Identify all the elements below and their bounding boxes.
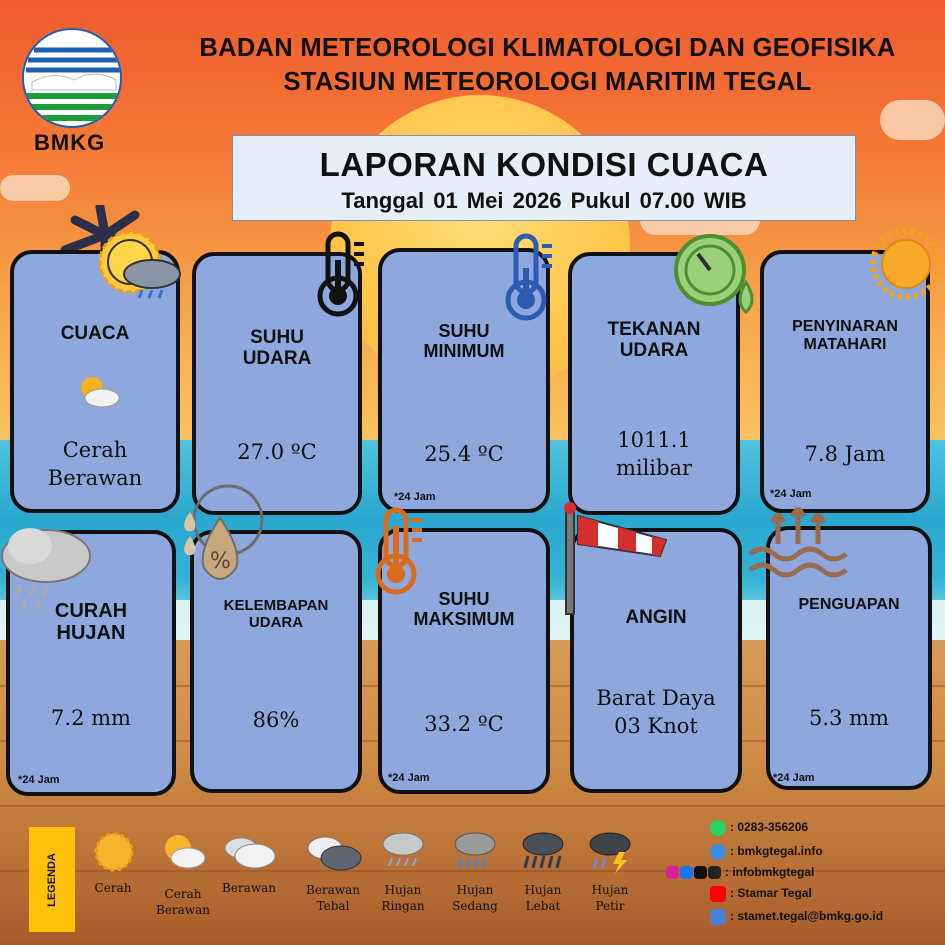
legend-label-line2: Sedang (452, 899, 498, 914)
wind-direction: Barat Daya (596, 686, 716, 710)
thunderstorm-icon (585, 830, 635, 874)
sun-cloud-icon (158, 830, 208, 874)
rain-cloud-icon (0, 520, 92, 612)
card-label: SUHU MAKSIMUM (413, 589, 515, 629)
evaporation-icon (748, 504, 848, 582)
card-label: PENGUAPAN (798, 596, 900, 613)
contact-phone (710, 820, 808, 836)
card-value: 33.2 ºC (424, 712, 504, 736)
legend-label (368, 882, 438, 914)
report-date: Tanggal 01 Mei 2026 Pukul 07.00 WIB (341, 188, 747, 213)
card-note: *24 Jam (770, 488, 812, 500)
barometer-icon (672, 232, 764, 320)
light-rain-icon (378, 830, 428, 874)
legend-label-line2: Berawan (156, 903, 210, 918)
thermometer-cold-icon (502, 232, 562, 324)
legend-item-hujan-lebat (508, 830, 578, 914)
contact-youtube (710, 886, 812, 902)
card-value: Cerah Berawan (47, 438, 143, 491)
legend-label-line1: Cerah (94, 881, 132, 895)
background-cloud (0, 175, 70, 201)
legend-label-line1: Berawan (306, 883, 360, 897)
dark-clouds-icon (303, 830, 363, 874)
card-label: ANGIN (625, 607, 687, 628)
legend-label-line1: Hujan (524, 883, 562, 897)
contact-email (710, 909, 883, 925)
whatsapp-icon (710, 820, 726, 836)
svg-text:%: % (210, 549, 231, 574)
deck-plank-line (0, 805, 945, 807)
thermometer-icon (310, 230, 370, 320)
report-title: LAPORAN KONDISI CUACA (319, 146, 769, 183)
bmkg-logo (22, 28, 126, 155)
legend-label (440, 882, 510, 914)
legend-label (148, 886, 218, 918)
card-note: *24 Jam (773, 772, 815, 784)
card-value: 5.3 mm (809, 706, 889, 730)
card-value: 25.4 ºC (424, 442, 504, 466)
instagram-icon (666, 866, 679, 879)
legend-label-line1: Hujan (456, 883, 494, 897)
sun-cloud-rain-icon (94, 226, 184, 310)
sun-icon (88, 830, 138, 874)
card-label: KELEMBAPAN UDARA (223, 597, 329, 631)
agency-name: BADAN METEOROLOGI KLIMATOLOGI DAN GEOFISIKA (199, 34, 896, 62)
logo-wordmark: BMKG (34, 130, 106, 155)
card-label: SUHU UDARA (242, 327, 312, 369)
legend-label-line1: Hujan (384, 883, 422, 897)
legend-label (298, 882, 368, 914)
contact-web (710, 844, 823, 860)
sun-cloud-icon (74, 374, 122, 410)
card-value: 7.8 Jam (804, 442, 886, 466)
legend-label (214, 880, 284, 896)
legend-item-hujan-sedang (440, 830, 510, 914)
tiktok-icon (708, 866, 721, 879)
card-label: SUHU MINIMUM (423, 321, 505, 361)
contact-web-text[interactable]: : bmkgtegal.info (730, 844, 823, 859)
pressure-unit: milibar (615, 456, 693, 481)
card-note: *24 Jam (18, 774, 60, 786)
contact-social-text[interactable]: : infobmkgtegal (725, 865, 815, 879)
station-name: STASIUN METEOROLOGI MARITIM TEGAL (283, 68, 812, 96)
wind-speed: 03 Knot (614, 714, 698, 739)
contact-social (666, 865, 814, 879)
card-note: *24 Jam (394, 491, 436, 503)
clouds-icon (219, 830, 279, 874)
heavy-rain-icon (518, 830, 568, 874)
contact-youtube-text[interactable]: : Stamar Tegal (730, 886, 812, 901)
legend-item-cerah-berawan (148, 830, 218, 918)
card-value (572, 426, 736, 483)
legend-item-berawan-tebal (298, 830, 368, 914)
sun-icon (870, 228, 942, 300)
card-label: PENYINARAN MATAHARI (792, 318, 898, 353)
contact-phone-text[interactable]: : 0283-356206 (730, 820, 809, 835)
moderate-rain-icon (450, 830, 500, 874)
pressure-number: 1011.1 (617, 428, 691, 452)
legend-label-line2: Ringan (381, 899, 425, 914)
logo-emblem (22, 28, 122, 128)
legend-tag (29, 827, 75, 932)
card-value (574, 684, 738, 741)
card-label: CUACA (60, 323, 130, 344)
legend-item-hujan-ringan (368, 830, 438, 914)
legend-label-line2: Lebat (525, 899, 561, 914)
legend-label-line2: Petir (595, 899, 625, 914)
legend-item-cerah (78, 830, 148, 895)
legend-label-line1: Berawan (222, 881, 276, 895)
card-value: 86% (252, 708, 300, 732)
background-cloud (880, 100, 945, 140)
contact-email-text[interactable]: : stamet.tegal@bmkg.go.id (730, 909, 884, 924)
card-label: TEKANAN UDARA (607, 319, 701, 361)
legend-label (508, 882, 578, 914)
card-value: 27.0 ºC (237, 440, 317, 464)
windsock-icon (560, 500, 672, 618)
legend-title: LEGENDA (46, 852, 58, 907)
card-value: 7.2 mm (51, 706, 131, 730)
legend-label (575, 882, 645, 914)
humidity-icon (176, 478, 266, 598)
web-icon (710, 844, 726, 860)
legend-item-hujan-petir (575, 830, 645, 914)
x-twitter-icon (694, 866, 707, 879)
legend-label-line1: Cerah (164, 887, 202, 901)
youtube-icon (710, 886, 726, 902)
card-label: CURAH HUJAN (54, 600, 128, 644)
report-title-box (232, 135, 856, 221)
legend-label-line2: Tebal (316, 899, 350, 914)
thermometer-hot-icon (372, 506, 432, 598)
email-icon (710, 909, 726, 925)
legend-item-berawan (214, 830, 284, 895)
legend-label (78, 880, 148, 896)
legend-label-line1: Hujan (591, 883, 629, 897)
facebook-icon (680, 866, 693, 879)
card-note: *24 Jam (388, 772, 430, 784)
